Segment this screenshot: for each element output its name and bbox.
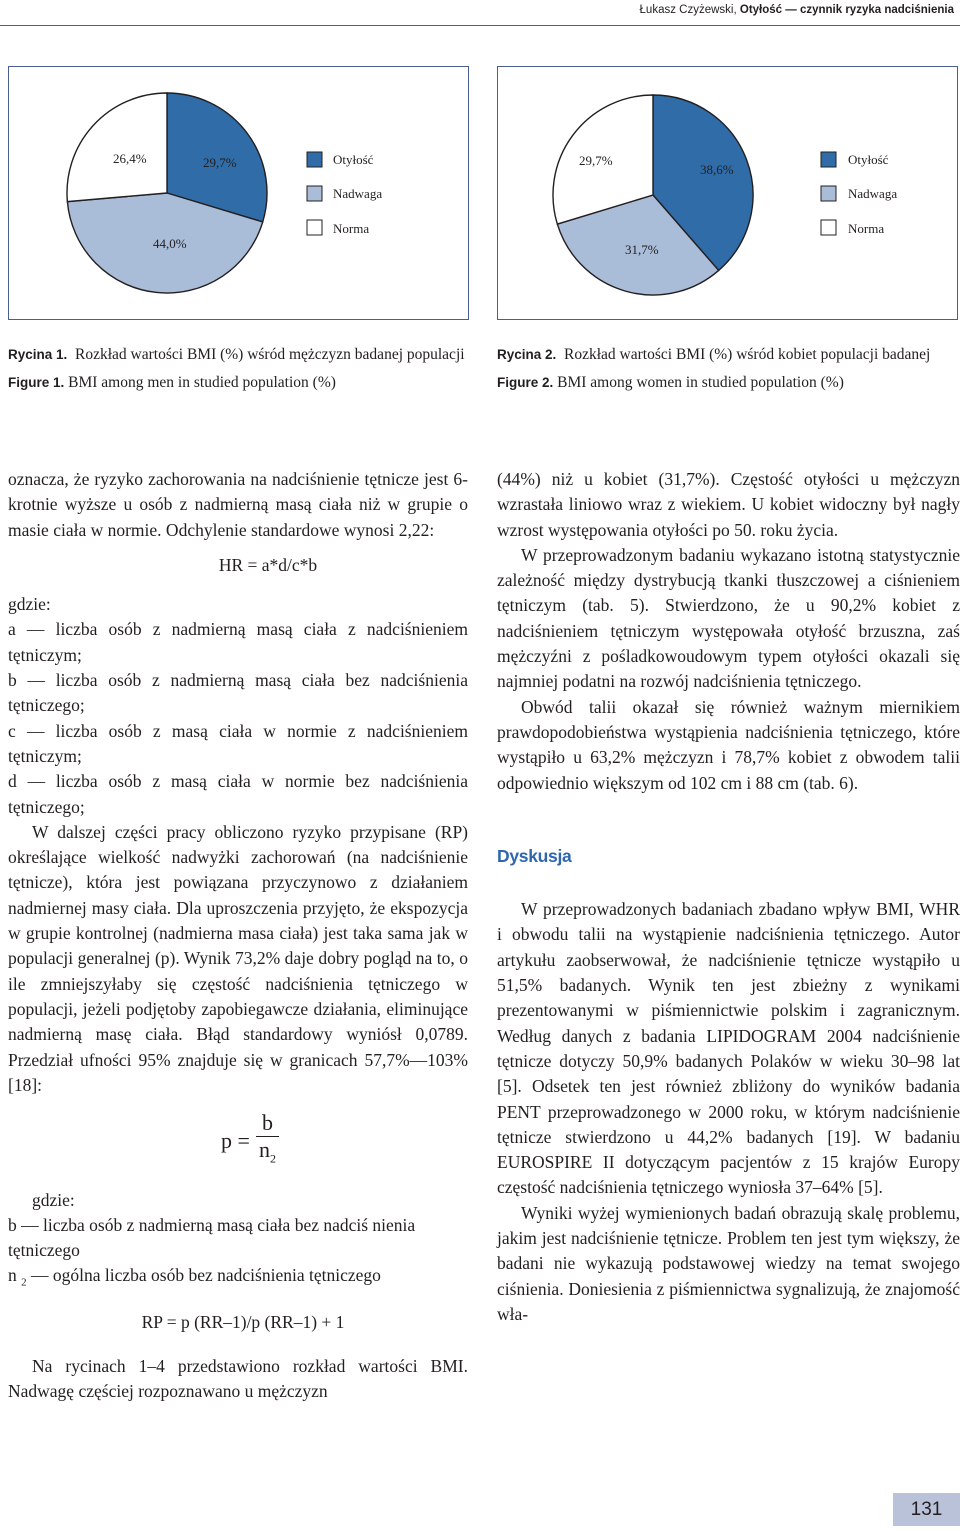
left-paragraph-1: oznacza, że ryzyko zachorowania na nadciśnienie tętnicze jest 6-krotnie wyższe u osób z nadmierną masą ciała niż w grupie o masie ciała w normie. Odchylenie standardowe wynosi 2,22: <box>8 469 468 540</box>
left-paragraph-3: Na rycinach 1–4 przedstawiono rozkład wartości BMI. Nadwagę częściej rozpoznawano u mężczyzn <box>8 1355 468 1401</box>
definition-n2 <box>8 1263 468 1296</box>
fig1-label-otylosc: 29,7% <box>203 155 237 170</box>
header-article-title: Otyłość — czynnik ryzyka nadciśnienia <box>739 4 954 16</box>
fig1-caption-en-text: BMI among men in studied population (%) <box>68 374 336 391</box>
formula-hr: HR = a*d/c*b <box>218 554 318 575</box>
section-heading-dyskusja: Dyskusja <box>497 845 572 866</box>
fig1-legend-swatch-norma <box>307 220 322 235</box>
fig1-label-nadwaga: 44,0% <box>153 236 187 251</box>
formula-p-denominator <box>259 1137 276 1171</box>
fig2-caption-pl-label: Rycina 2. <box>497 347 557 362</box>
right-paragraph-2: W przeprowadzonym badaniu wykazano istotną statystycznie zależność między dystrybucją tkanki tłuszczowej a ciśnieniem tętniczym (tab. 5). Stwierdzono, że u 90,2% kobiet z nadciśnieniem tętniczym występowała otyłość brzuszna, zaś mężczyźni z pośladkowoudowym typem otyłości okazali się najmniej podatni na rozwój nadciśnienia tętniczego. <box>497 544 960 692</box>
fig1-legend-nadwaga: Nadwaga <box>333 186 383 201</box>
fig1-legend-swatch-nadwaga <box>307 186 322 201</box>
header-rule <box>0 25 960 26</box>
fig1-legend-norma: Norma <box>333 221 370 236</box>
fig1-slice-norma <box>67 93 167 202</box>
fig2-legend-swatch-norma <box>821 220 836 235</box>
left-paragraph-2: W dalszej części pracy obliczono ryzyko przypisane (RP) określające wielkość nadwyżki zachorowań (na nadciśnienie tętnicze), która jest powiązana przyczynowo z działaniem nadmiernej masy ciała. Dla uproszczenia przyjęto, że ekspozycja w grupie kontrolnej (nadmierna masa ciała) jest taka sama jak w populacji generalnej (p). Wynik 73,2% daje dobry pogląd na to, o ile zmniejszyłaby się częstość nadciśnienia tętniczego w populacji, jeżeli podjętoby zapobiegawcze działania, eliminujące nadmierną masę ciała. Błąd standardowy wyniósł 0,0789. Przedział ufności 95% znajduje się w granicach 57,7%—103% [18]: <box>8 821 468 1095</box>
fig2-caption-en <box>497 371 960 394</box>
left-column <box>8 467 468 1404</box>
figure-1-svg <box>9 67 468 319</box>
gdzie-label-1: gdzie: <box>8 594 51 615</box>
fig1-label-norma: 26,4% <box>113 151 147 166</box>
formula-p-fraction <box>256 1110 279 1171</box>
fig2-caption-pl <box>497 343 960 366</box>
fig2-caption-en-text: BMI among women in studied population (%) <box>557 374 844 391</box>
fig2-label-otylosc: 38,6% <box>700 162 734 177</box>
running-header <box>640 4 954 16</box>
fig1-caption-pl-text: Rozkład wartości BMI (%) wśród mężczyzn badanej populacji <box>75 346 465 363</box>
right-column <box>497 467 960 1327</box>
formula-rp: RP = p (RR–1)/p (RR–1) + 1 <box>141 1312 345 1333</box>
formula-p-lhs: p = <box>221 1128 250 1154</box>
right-paragraph-4: W przeprowadzonych badaniach zbadano wpływ BMI, WHR i obwodu talii na wystąpienie nadciśnienia tętniczego. Autor artykułu zaobserwował, że nadciśnienie tętnicze wystąpiło u 51,5% badanych. Wynik ten jest zbieżny z wynikami prezentowanymi w piśmiennictwie polskim i zagranicznym. Według danych z badania LIPIDOGRAM 2004 nadciśnienie tętnicze dotyczy 50,9% badanych Polaków w wieku 30–98 lat [5]. Odsetek ten jest również zbliżony do wyników badania PENT przeprowadzonego w 2000 roku, w którym nadciśnienie tętnicze stwierdzono u 44,2% badanych [19]. W badaniu EUROSPIRE II dotyczącym pacjentów z 15 krajów Europy częstość nadciśnienia tętniczego wyniosła 37–64% [5]. <box>497 899 960 1198</box>
right-paragraph-1: (44%) niż u kobiet (31,7%). Częstość otyłości u mężczyzn wzrastała liniowo wraz z wiekiem. U kobiet widoczny był nagły wzrost występowania otyłości po 50. roku życia. <box>497 469 960 540</box>
header-author: Łukasz Czyżewski, <box>639 4 737 16</box>
formula-p-numerator: b <box>256 1110 279 1137</box>
formula-p <box>8 1110 468 1171</box>
definition-c: c — liczba osób z masą ciała w normie z nadciśnieniem tętniczym; <box>8 720 468 766</box>
fig1-caption-en-label: Figure 1. <box>8 375 65 390</box>
definition-d: d — liczba osób z masą ciała w normie bez nadciśnienia tętniczego; <box>8 771 468 817</box>
figure-2-caption <box>497 343 960 399</box>
page-number: 131 <box>893 1493 960 1526</box>
formula-p-denominator-var: n <box>258 1137 270 1163</box>
formula-p-denominator-sub: 2 <box>269 1151 276 1166</box>
fig1-legend-otylosc: Otyłość <box>333 152 374 167</box>
figure-2-svg <box>498 67 959 319</box>
fig2-label-norma: 29,7% <box>579 153 613 168</box>
fig2-caption-pl-text: Rozkład wartości BMI (%) wśród kobiet populacji badanej <box>564 346 931 363</box>
fig2-legend-otylosc: Otyłość <box>848 152 889 167</box>
fig1-caption-en <box>8 371 468 394</box>
fig1-legend-swatch-otylosc <box>307 152 322 167</box>
fig1-caption-pl <box>8 343 468 366</box>
figure-1-caption <box>8 343 468 399</box>
definition-b: b — liczba osób z nadmierną masą ciała bez nadciśnienia tętniczego; <box>8 670 468 716</box>
fig2-legend-swatch-nadwaga <box>821 186 836 201</box>
definition-n2-text: — ogólna liczba osób bez nadciśnienia tętniczego <box>26 1265 381 1286</box>
definition-n2-sub: 2 <box>21 1276 27 1289</box>
figure-2-chart <box>497 66 958 320</box>
definition-n2-var: n <box>8 1265 17 1286</box>
right-paragraph-5: Wyniki wyżej wymienionych badań obrazują skalę problemu, jakim jest nadciśnienie tętnicze. Problem ten jest tym większy, że badani nie wykazują podstawowej wiedzy na temat swojego ciśnienia. Doniesienia z piśmiennictwa sygnalizują, że znajomość wła- <box>497 1202 960 1324</box>
fig1-legend <box>307 152 382 236</box>
fig2-legend <box>821 152 897 236</box>
fig2-legend-swatch-otylosc <box>821 152 836 167</box>
gdzie-label-2: gdzie: <box>32 1189 75 1210</box>
fig2-caption-en-label: Figure 2. <box>497 375 554 390</box>
definition-a: a — liczba osób z nadmierną masą ciała z nadciśnieniem tętniczym; <box>8 619 468 665</box>
fig2-legend-norma: Norma <box>848 221 885 236</box>
fig2-label-nadwaga: 31,7% <box>625 242 659 257</box>
right-paragraph-3: Obwód talii okazał się również ważnym miernikiem prawdopodobieństwa wystąpienia nadciśnienia tętniczego, które wystąpiło u 63,2% mężczyzn i 78,7% kobiet z obwodem talii odpowiednio większym od 102 cm i 88 cm (tab. 6). <box>497 696 960 793</box>
figure-1-chart <box>8 66 469 320</box>
fig1-caption-pl-label: Rycina 1. <box>8 347 68 362</box>
fig2-legend-nadwaga: Nadwaga <box>848 186 898 201</box>
definition-b2: b — liczba osób z nadmierną masą ciała bez nadciś nienia tętniczego <box>8 1214 416 1261</box>
